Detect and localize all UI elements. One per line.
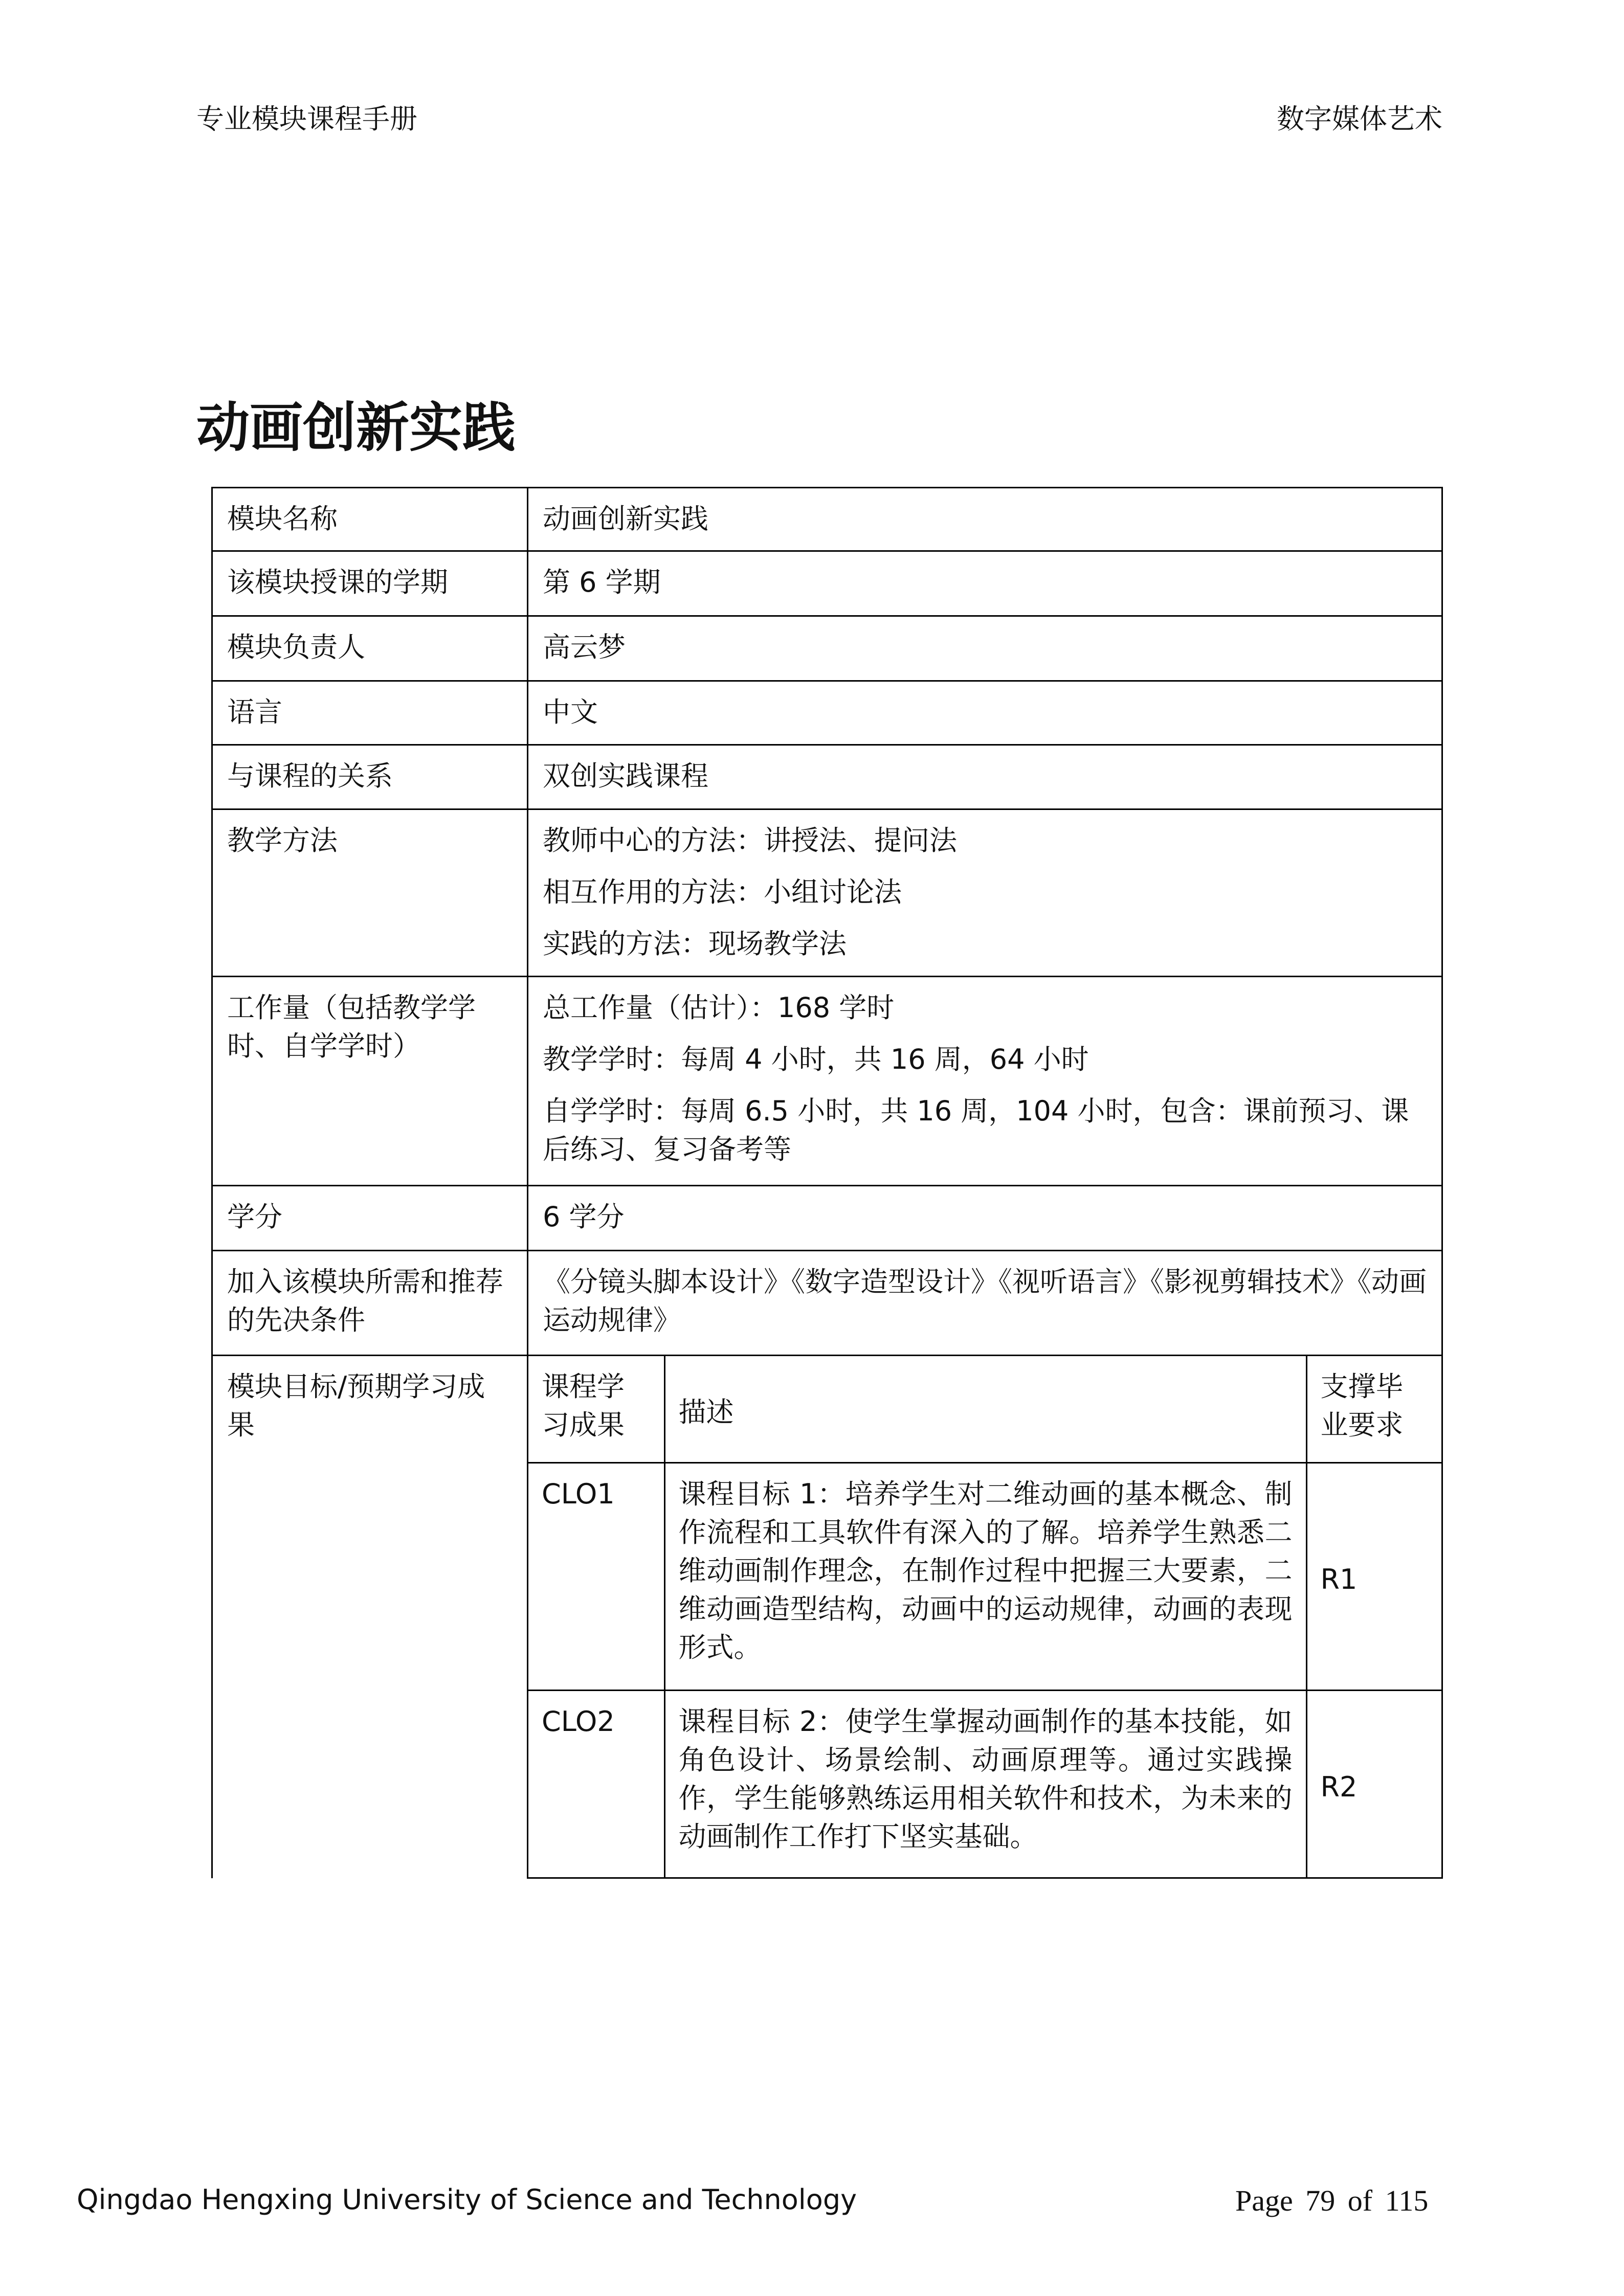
page-label: Page bbox=[1235, 2184, 1293, 2217]
header-left: 专业模块课程手册 bbox=[196, 103, 417, 135]
row-value bbox=[528, 681, 1442, 745]
outcomes-cell bbox=[528, 1356, 1442, 1878]
page-current: 79 bbox=[1305, 2184, 1336, 2217]
row-label: 与课程的关系 bbox=[212, 745, 528, 809]
outcomes-row bbox=[212, 1356, 1442, 1878]
row-label: 语言 bbox=[212, 681, 528, 745]
value-line: 教师中心的方法：讲授法、提问法 bbox=[543, 824, 957, 857]
header-req: 支撑毕业要求 bbox=[1306, 1356, 1441, 1462]
row-label: 模块负责人 bbox=[212, 616, 528, 681]
outcome-row bbox=[528, 1462, 1441, 1690]
row-label: 模块目标/预期学习成果 bbox=[212, 1356, 528, 1878]
outcomes-table bbox=[528, 1356, 1441, 1877]
module-table bbox=[211, 487, 1443, 1879]
row-value bbox=[528, 745, 1442, 809]
value-line: 6 学分 bbox=[543, 1201, 625, 1233]
table-row bbox=[212, 1186, 1442, 1251]
outcome-req: R1 bbox=[1306, 1462, 1441, 1690]
header-desc: 描述 bbox=[664, 1356, 1306, 1462]
row-value bbox=[528, 1186, 1442, 1251]
row-label: 学分 bbox=[212, 1186, 528, 1251]
value-line: 相互作用的方法：小组讨论法 bbox=[543, 876, 902, 908]
footer-page-number bbox=[1235, 2184, 1428, 2218]
value-line: 教学学时：每周 4 小时，共 16 周，64 小时 bbox=[543, 1043, 1089, 1075]
row-value bbox=[528, 1251, 1442, 1356]
outcome-row bbox=[528, 1690, 1441, 1877]
row-label: 工作量（包括教学学时、自学学时） bbox=[212, 977, 528, 1186]
table-row bbox=[212, 551, 1442, 616]
row-label: 加入该模块所需和推荐的先决条件 bbox=[212, 1251, 528, 1356]
table-row bbox=[212, 488, 1442, 551]
table-row bbox=[212, 745, 1442, 809]
table-row bbox=[212, 681, 1442, 745]
row-label: 教学方法 bbox=[212, 809, 528, 977]
value-line: 实践的方法：现场教学法 bbox=[543, 928, 847, 960]
table-row bbox=[212, 977, 1442, 1186]
row-label: 该模块授课的学期 bbox=[212, 551, 528, 616]
value-line: 总工作量（估计）：168 学时 bbox=[543, 992, 895, 1024]
value-line: 第 6 学期 bbox=[543, 566, 661, 598]
outcome-desc: 课程目标 2：使学生掌握动画制作的基本技能，如角色设计、场景绘制、动画原理等。通过实践操作，学生能够熟练运用相关软件和技术，为未来的动画制作工作打下坚实基础。 bbox=[664, 1690, 1306, 1877]
row-value bbox=[528, 488, 1442, 551]
outcome-desc: 课程目标 1：培养学生对二维动画的基本概念、制作流程和工具软件有深入的了解。培养学生熟悉二维动画制作理念，在制作过程中把握三大要素，二维动画造型结构，动画中的运动规律，动画的表现形式。 bbox=[664, 1462, 1306, 1690]
value-line: 双创实践课程 bbox=[543, 760, 708, 792]
value-line: 自学学时：每周 6.5 小时，共 16 周，104 小时，包含：课前预习、课后练习、复习备考等 bbox=[543, 1095, 1409, 1165]
footer-university: Qingdao Hengxing University of Science and Technology bbox=[77, 2184, 857, 2216]
outcome-code: CLO1 bbox=[528, 1462, 664, 1690]
table-row bbox=[212, 809, 1442, 977]
outcomes-header-row bbox=[528, 1356, 1441, 1462]
outcome-req: R2 bbox=[1306, 1690, 1441, 1877]
header-clo: 课程学习成果 bbox=[528, 1356, 664, 1462]
table-row bbox=[212, 1251, 1442, 1356]
row-value bbox=[528, 551, 1442, 616]
value-line: 《分镜头脚本设计》《数字造型设计》《视听语言》《影视剪辑技术》《动画运动规律》 bbox=[543, 1266, 1427, 1336]
row-value bbox=[528, 809, 1442, 977]
value-line: 动画创新实践 bbox=[543, 503, 708, 535]
page-of: of bbox=[1347, 2184, 1373, 2217]
table-row bbox=[212, 616, 1442, 681]
row-value bbox=[528, 616, 1442, 681]
header-right: 数字媒体艺术 bbox=[1277, 103, 1442, 135]
row-label: 模块名称 bbox=[212, 488, 528, 551]
row-value bbox=[528, 977, 1442, 1186]
value-line: 中文 bbox=[543, 696, 598, 728]
outcome-code: CLO2 bbox=[528, 1690, 664, 1877]
page-title: 动画创新实践 bbox=[196, 396, 516, 459]
value-line: 高云梦 bbox=[543, 631, 626, 663]
page-total: 115 bbox=[1385, 2184, 1429, 2217]
